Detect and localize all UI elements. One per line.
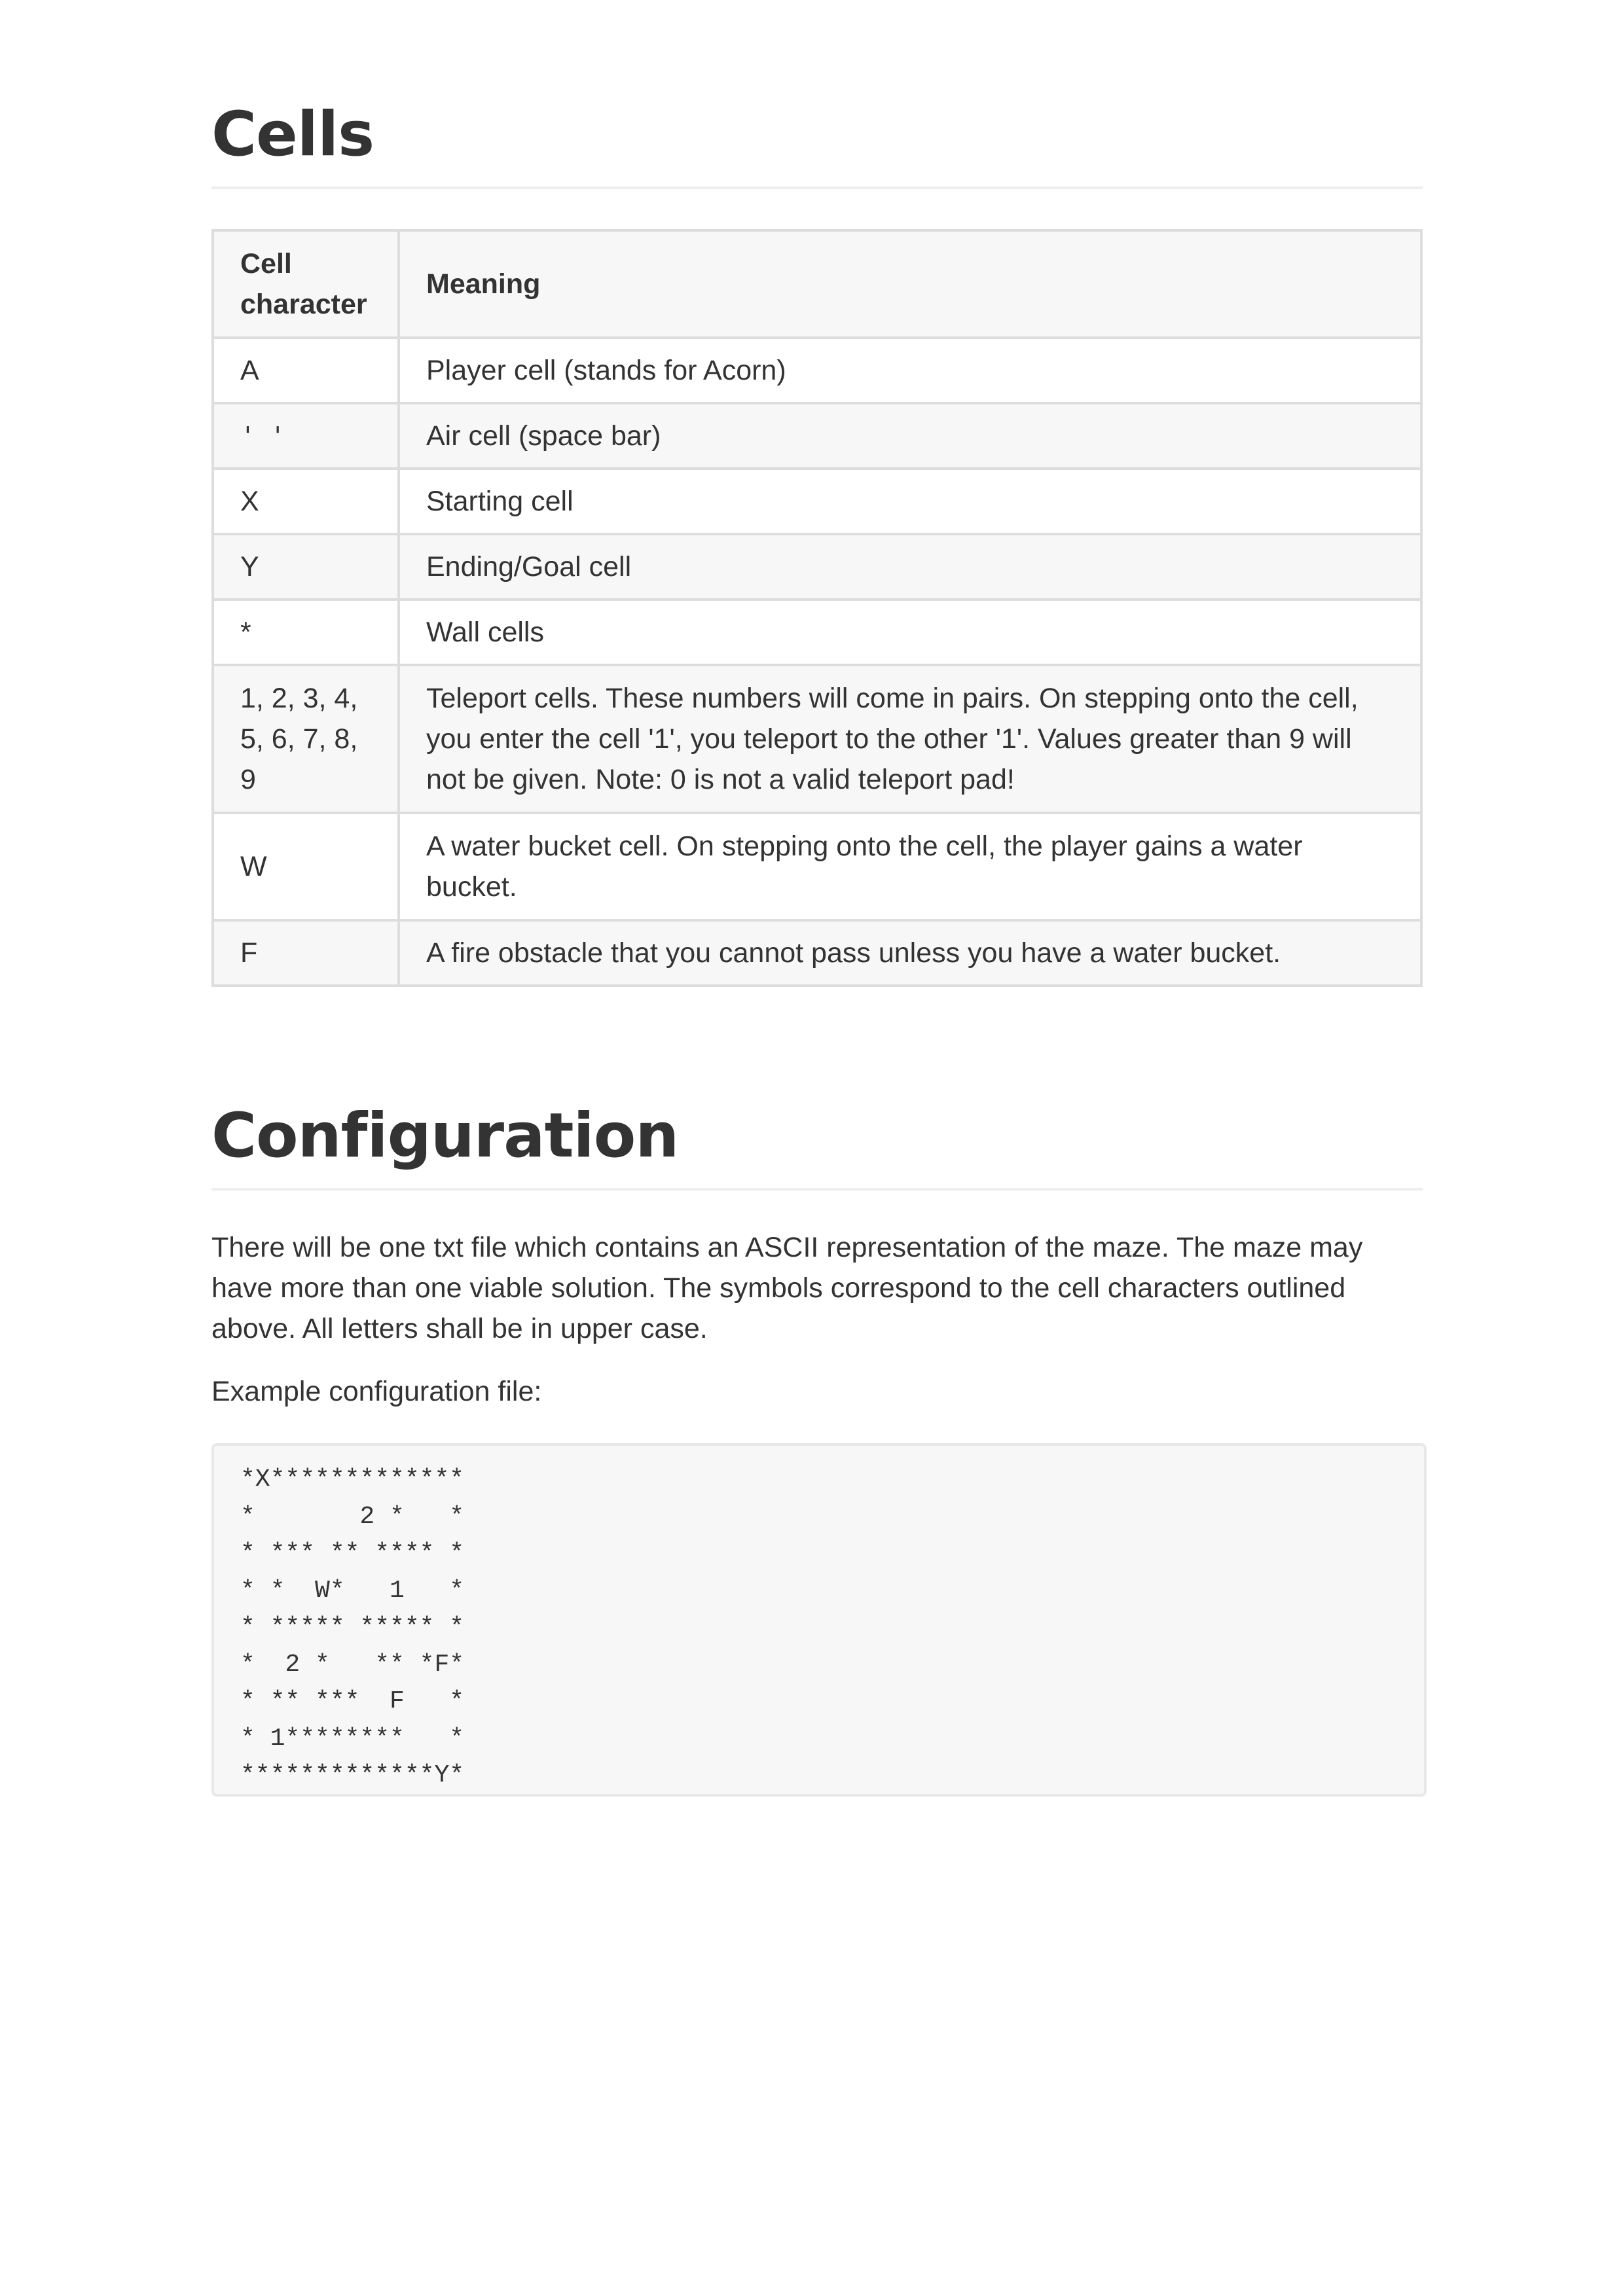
cell-meaning: A water bucket cell. On stepping onto the cell, the player gains a water bucket. bbox=[399, 813, 1421, 920]
cell-char: * bbox=[213, 600, 399, 665]
cell-meaning: Ending/Goal cell bbox=[399, 534, 1421, 600]
header-cell-character: Cell character bbox=[213, 230, 399, 338]
table-row bbox=[213, 813, 1421, 920]
cell-meaning: Player cell (stands for Acorn) bbox=[399, 338, 1421, 403]
table-row bbox=[213, 600, 1421, 665]
cell-meaning: Teleport cells. These numbers will come in pairs. On stepping onto the cell, you enter the cell '1', you teleport to the other '1'. Values greater than 9 will not be given. Note: 0 is not a valid teleport pad! bbox=[399, 665, 1421, 813]
table-row bbox=[213, 665, 1421, 813]
cell-char: ' ' bbox=[213, 403, 399, 469]
cells-table bbox=[211, 229, 1423, 987]
cell-meaning: Air cell (space bar) bbox=[399, 403, 1421, 469]
cell-char: A bbox=[213, 338, 399, 403]
cell-char: F bbox=[213, 920, 399, 986]
table-row bbox=[213, 338, 1421, 403]
table-header-row bbox=[213, 230, 1421, 338]
table-row bbox=[213, 534, 1421, 600]
cell-char: X bbox=[213, 469, 399, 534]
header-meaning: Meaning bbox=[399, 230, 1421, 338]
cells-heading: Cells bbox=[211, 98, 1423, 189]
cell-meaning: Wall cells bbox=[399, 600, 1421, 665]
cell-char: Y bbox=[213, 534, 399, 600]
example-label: Example configuration file: bbox=[211, 1376, 542, 1407]
configuration-heading: Configuration bbox=[211, 1100, 1423, 1191]
cell-meaning: Starting cell bbox=[399, 469, 1421, 534]
cell-char: 1, 2, 3, 4, 5, 6, 7, 8, 9 bbox=[213, 665, 399, 813]
example-code-block: *X************* * 2 * * * *** ** **** * * * W* 1 * * ***** ***** * * 2 * ** *F* * ** *** F * * 1******** * *************Y* bbox=[211, 1443, 1427, 1797]
configuration-paragraph: There will be one txt file which contains an ASCII representation of the maze. The maze may have more than one viable solution. The symbols correspond to the cell characters outlined above. All letters shall be in upper case. bbox=[211, 1232, 1363, 1344]
table-row bbox=[213, 920, 1421, 986]
cell-meaning: A fire obstacle that you cannot pass unless you have a water bucket. bbox=[399, 920, 1421, 986]
cell-char: W bbox=[213, 813, 399, 920]
table-row bbox=[213, 403, 1421, 469]
table-row bbox=[213, 469, 1421, 534]
